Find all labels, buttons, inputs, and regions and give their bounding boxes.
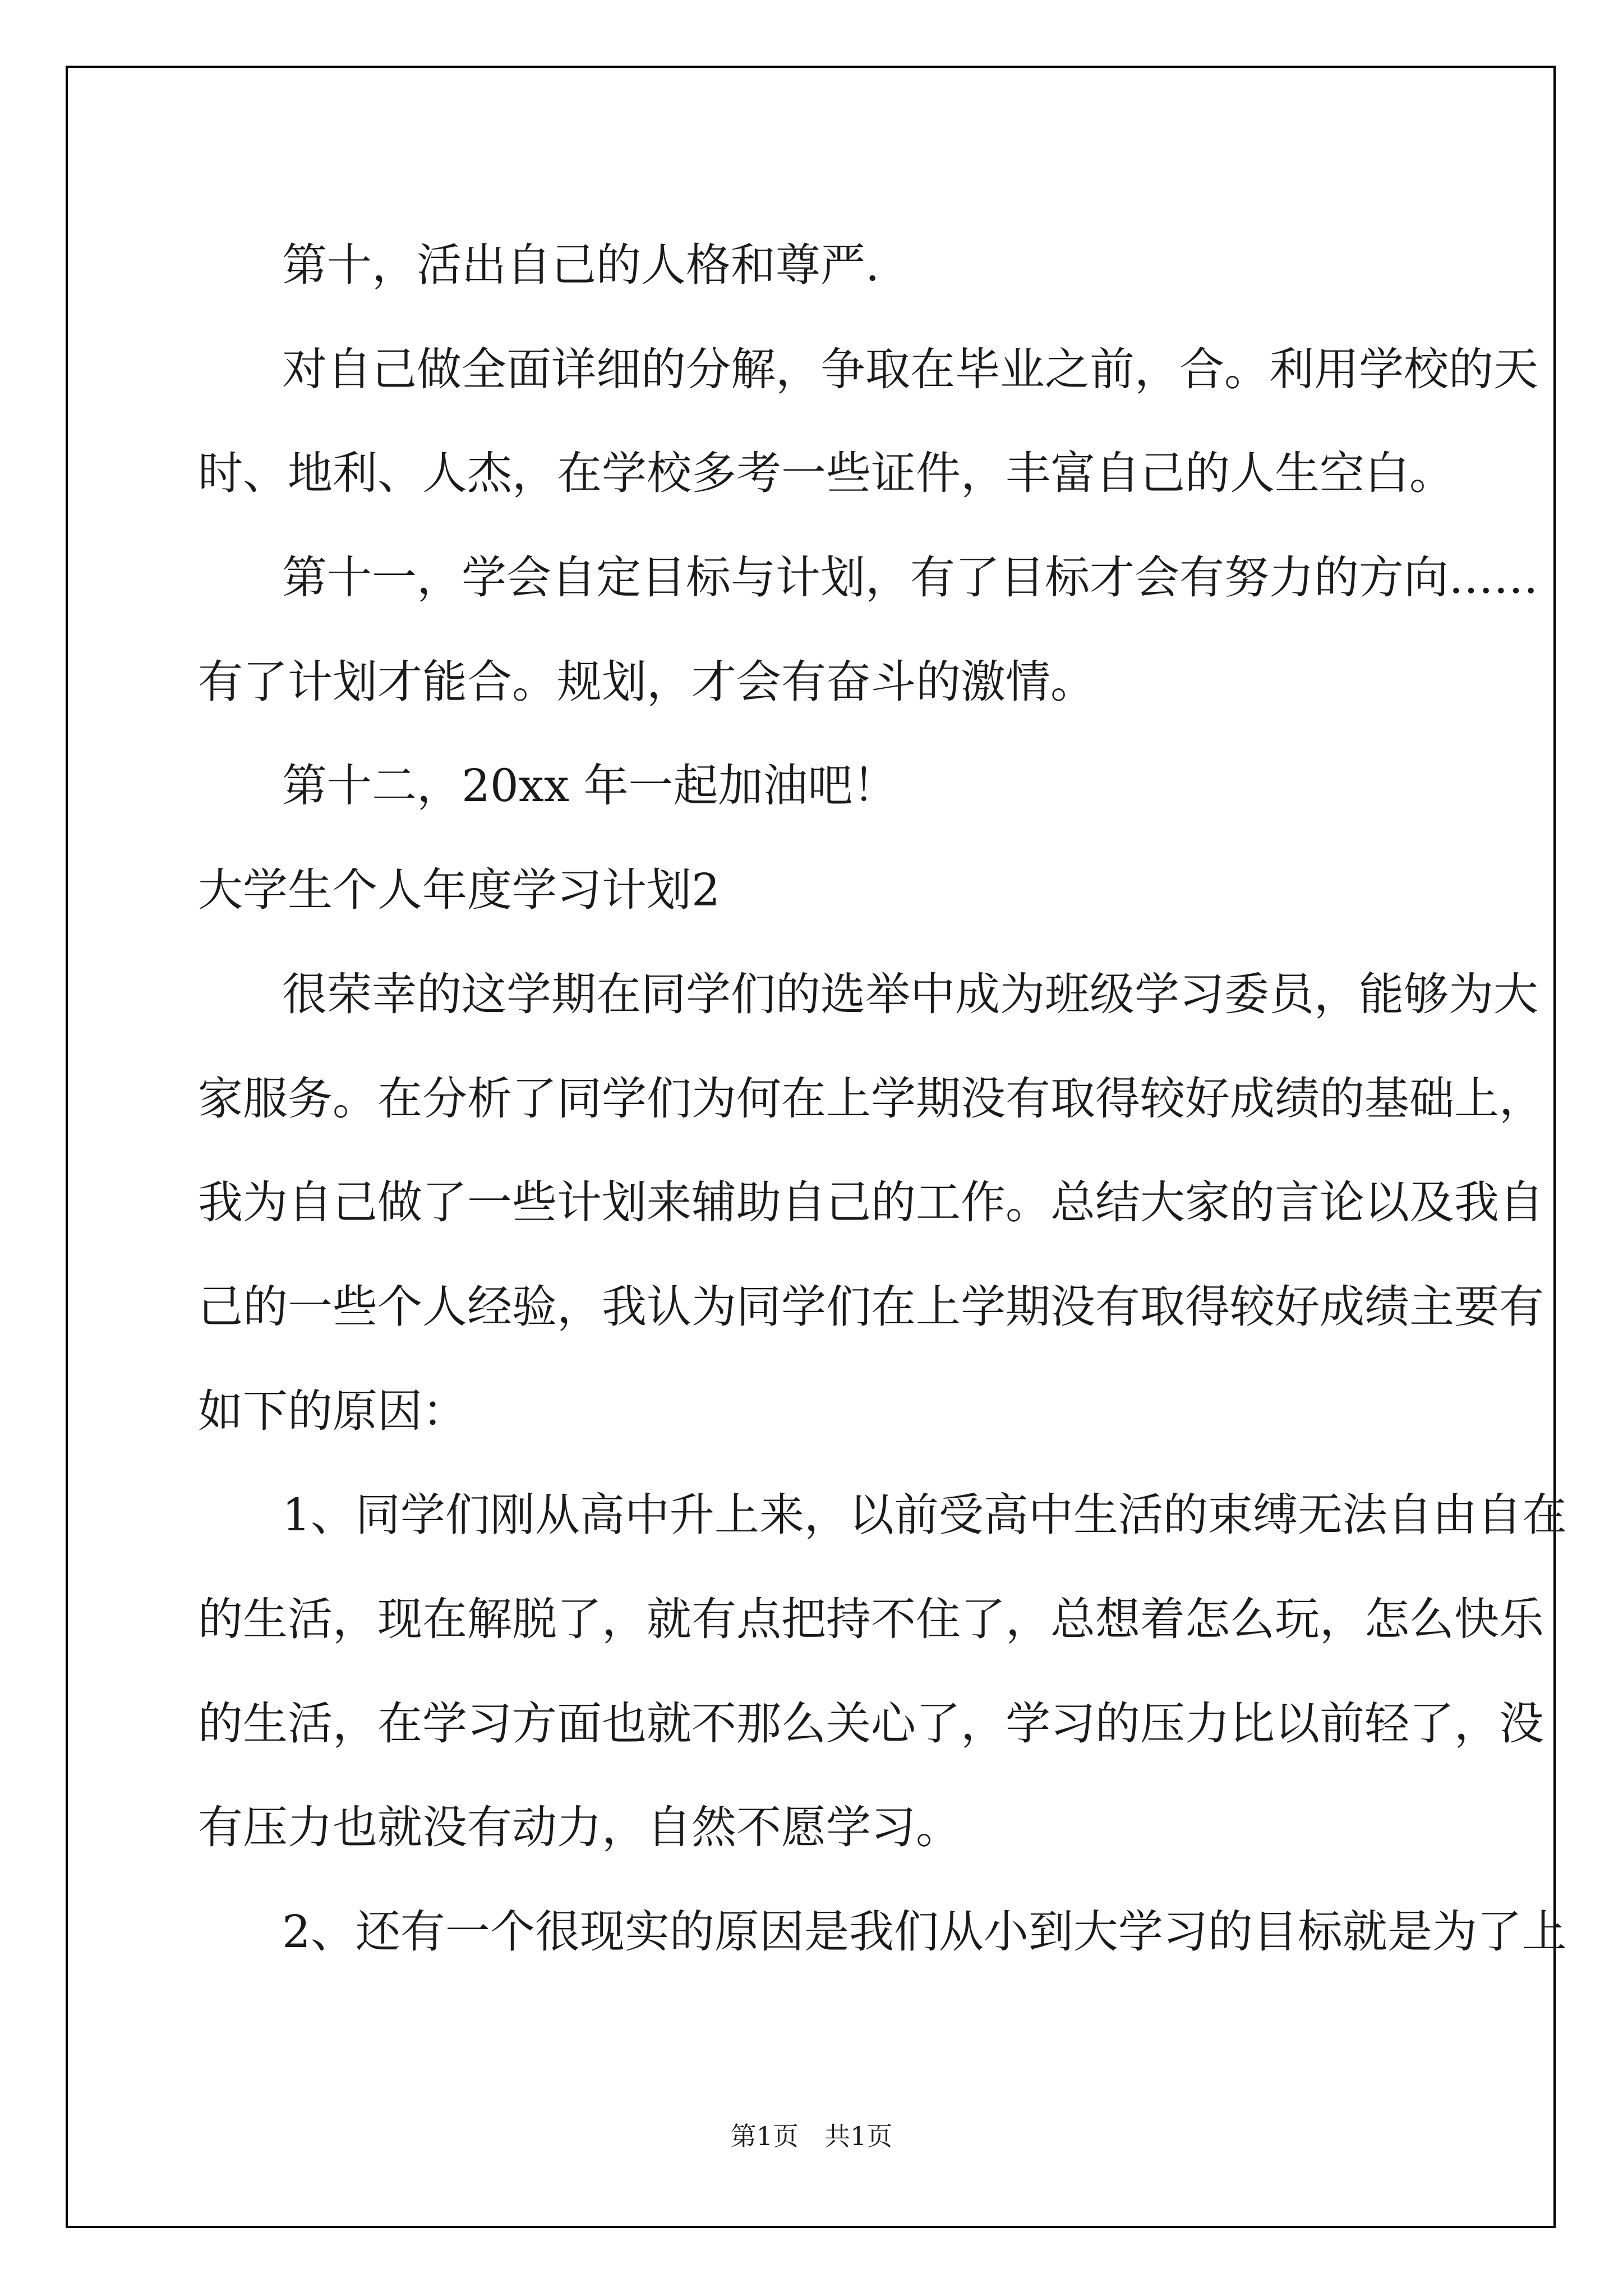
text-line: 时、地利、人杰，在学校多考一些证件，丰富自己的人生空白。 <box>198 447 1454 500</box>
text-line: 第十，活出自己的人格和尊严. <box>282 239 880 291</box>
text-line: 第十二，20xx 年一起加油吧！ <box>282 760 898 812</box>
text-line: 第十一，学会自定目标与计划，有了目标才会有努力的方向…… <box>282 551 1538 604</box>
text-line: 有了计划才能合。规划，才会有奋斗的激情。 <box>198 655 1095 708</box>
page-footer: 第1页 共1页 <box>730 2121 893 2151</box>
text-line: 很荣幸的这学期在同学们的选举中成为班级学习委员，能够为大 <box>282 968 1538 1020</box>
text-line: 如下的原因： <box>198 1384 467 1437</box>
text-line: 2、还有一个很现实的原因是我们从小到大学习的目标就是为了上 <box>282 1906 1567 1958</box>
text-line: 的生活，现在解脱了，就有点把持不住了，总想着怎么玩，怎么快乐 <box>198 1593 1544 1645</box>
text-line: 有压力也就没有动力，自然不愿学习。 <box>198 1801 961 1854</box>
text-line: 1、同学们刚从高中升上来，以前受高中生活的束缚无法自由自在 <box>282 1489 1567 1542</box>
text-line: 己的一些个人经验，我认为同学们在上学期没有取得较好成绩主要有 <box>198 1280 1544 1333</box>
document-body <box>198 213 1567 1984</box>
text-line: 我为自己做了一些计划来辅助自己的工作。总结大家的言论以及我自 <box>198 1176 1544 1229</box>
text-line: 对自己做全面详细的分解，争取在毕业之前，合。利用学校的天 <box>282 343 1538 395</box>
text-line: 的生活，在学习方面也就不那么关心了，学习的压力比以前轻了，没 <box>198 1697 1544 1750</box>
text-line: 家服务。在分析了同学们为何在上学期没有取得较好成绩的基础上， <box>198 1072 1544 1125</box>
text-line: 大学生个人年度学习计划2 <box>198 864 720 917</box>
